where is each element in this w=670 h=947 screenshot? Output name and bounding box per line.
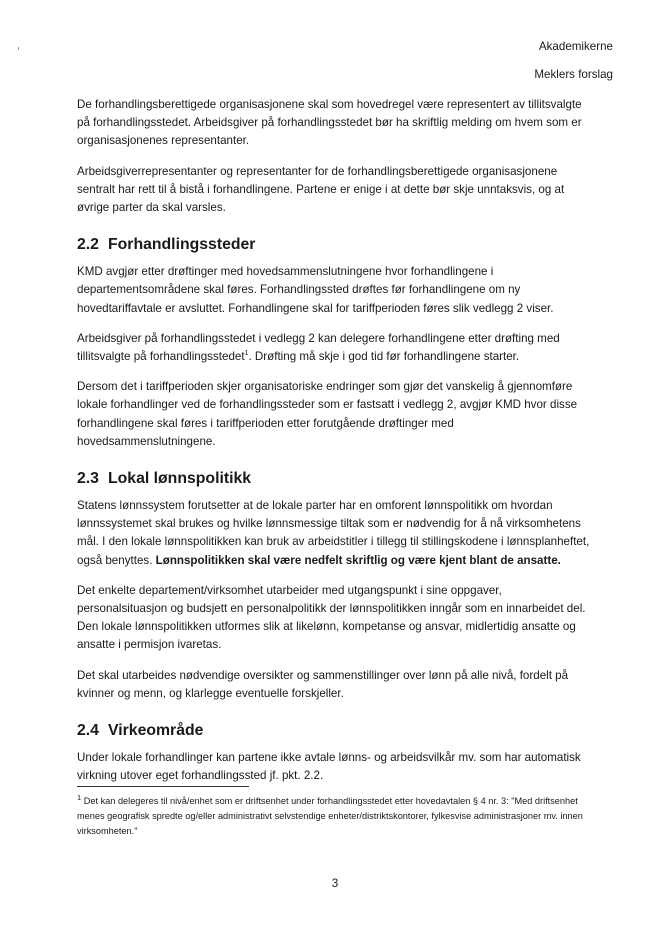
s23-paragraph-1: Statens lønnssystem forutsetter at de lokale parter har en omforent lønnspolitikk om hvordan lønnssystemet skal brukes og hvilke lønnsmessige tiltak som er nødvendig for å nå virksomhetens mål. I den lokale lønnspolitikken kan bruk av arbeidstitler i tillegg til stillingskodene i lønnsplanheftet, også benyttes. Lønnspolitikken skal være nedfelt skriftlig og være kjent blant de ansatte. [77,499,590,567]
section-title: Lokal lønnspolitikk [108,470,252,488]
header-organization: Akademikerne [538,40,613,53]
footnote-text: Det kan delegeres til nivå/enhet som er driftsenhet under forhandlingsstedet etter hovedavtalen § 4 nr. 3: "Med driftsenhet menes geografisk spredte og/eller administrativt selvstendige enheter/distriktskontorer, fylkesvise administrasjoner mv. innen virksomheten." [77,796,583,836]
s22-paragraph-1: KMD avgjør etter drøftinger med hovedsammenslutningene hvor forhandlingene i departementsområdene skal føres. Forhandlingssted drøftes før forhandlingene om ny hovedtariffavtale er avsluttet. Forhandlingene skal for tariffperioden føres slik vedlegg 2 viser. [77,265,554,315]
s22-paragraph-2: Arbeidsgiver på forhandlingsstedet i vedlegg 2 kan delegere forhandlingene etter drøfting med tillitsvalgte på forhandlingsstedet$^1$. Drøfting må skje i god tid før forhandlingene starter. [77,331,560,364]
section-number: 2.4 [77,722,99,740]
intro-paragraph-2: Arbeidsgiverrepresentanter og representanter for de forhandlingsberettigede organisasjonene sentralt har rett til å bistå i forhandlingene. Partene er enige i at dette bør skje unntaksvis, og at øvrige parter da skal varsles. [77,164,565,215]
section-heading-2-4 [77,721,592,741]
margin-mark [18,47,19,50]
footnote-reference[interactable]: 1 [244,350,249,358]
body-content [77,96,592,785]
footnote-separator [77,786,249,787]
section-number: 2.2 [77,236,99,254]
s22-paragraph-3: Dersom det i tariffperioden skjer organisatoriske endringer som gjør det vanskelig å gjennomføre lokale forhandlinger ved de forhandlingssteder som er fastsatt i vedlegg 2, avgjør KMD hvor disse forhandlingene skal føres i tariffperioden etter forutgående drøftinger med hovedsammenslutningene. [77,380,578,448]
s23-paragraph-3: Det skal utarbeides nødvendige oversikter og sammenstillinger over lønn på alle nivå, fordelt på kvinner og menn, og klarlegge eventuelle forskjeller. [77,668,569,700]
header-document-label: Meklers forslag [534,68,613,81]
section-heading-2-2 [77,235,592,255]
page-number: 3 [331,877,339,890]
footnote-marker: 1 [77,792,82,802]
s24-paragraph-1: Under lokale forhandlinger kan partene ikke avtale lønns- og arbeidsvilkår mv. som har automatisk virkning utover eget forhandlingssted jf. pkt. 2.2. [77,751,581,783]
intro-paragraph-1: De forhandlingsberettigede organisasjonene skal som hovedregel være representert av tillitsvalgte på forhandlingsstedet. Arbeidsgiver på forhandlingsstedet bør ha skriftlig melding om hvem som er organisasjonenes representanter. [77,98,582,148]
bold-statement: Lønnspolitikken skal være nedfelt skriftlig og være kjent blant de ansatte. [155,553,561,567]
footnote [77,794,597,839]
section-title: Forhandlingssteder [108,236,256,254]
section-number: 2.3 [77,470,99,488]
section-heading-2-3 [77,469,592,489]
s23-paragraph-2: Det enkelte departement/virksomhet utarbeider med utgangspunkt i sine oppgaver, personalsituasjon og budsjett en personalpolitikk der lønnspolitikken inngår som en innarbeidet del. Den lokale lønnspolitikken utformes slik at likelønn, kompetanse og ansvar, midlertidig ansatte og ansatte i permisjon ivaretas. [77,583,586,652]
section-title: Virkeområde [108,722,204,740]
